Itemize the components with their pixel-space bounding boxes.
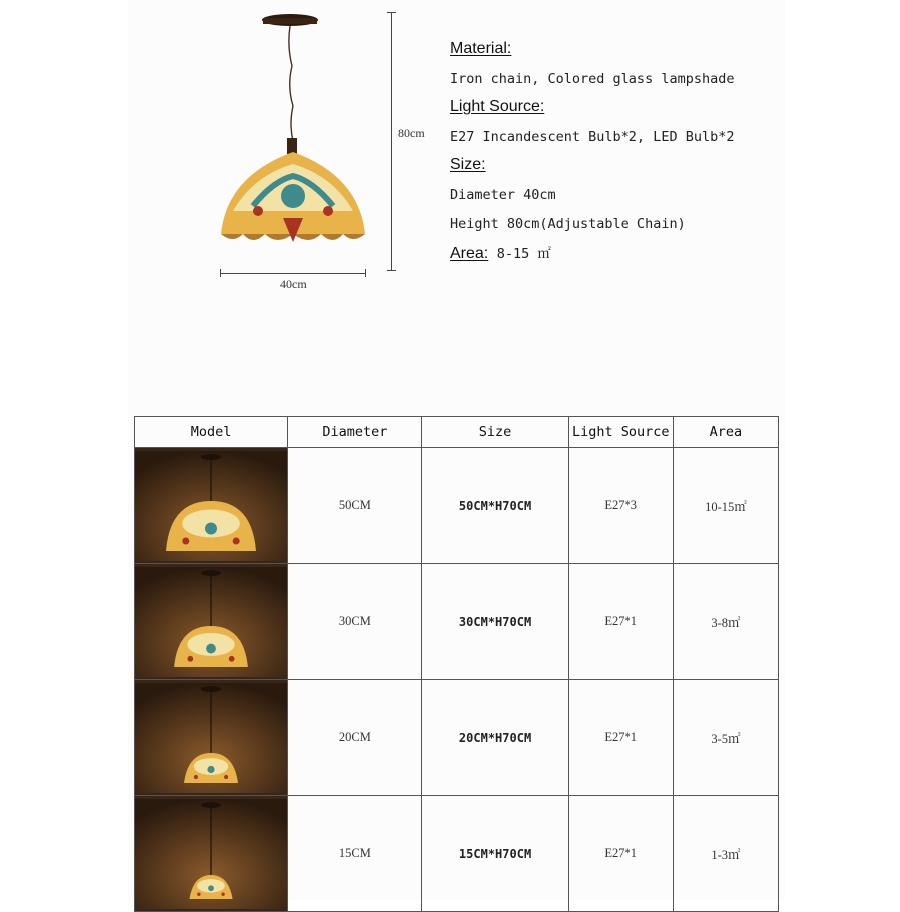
light-source-value: E27 Incandescent Bulb*2, LED Bulb*2: [450, 129, 735, 145]
size-cell: 50CM*H70CM: [422, 448, 568, 564]
area-cell: 3-8㎡: [673, 564, 778, 680]
area-cell: 3-5㎡: [673, 680, 778, 796]
column-header-model: Model: [135, 417, 288, 448]
height-label: 80cm: [398, 126, 425, 140]
table-row: [135, 680, 779, 796]
area-value: 8-15 ㎡: [496, 246, 551, 262]
area-cell: 10-15㎡: [673, 448, 778, 564]
size-heading: Size:: [450, 156, 486, 173]
size-cell: 20CM*H70CM: [422, 680, 568, 796]
column-header-diameter: Diameter: [288, 417, 422, 448]
height-dimension-cap: [387, 12, 396, 13]
column-header-light-source: Light Source: [568, 417, 673, 448]
model-photo: [135, 680, 288, 796]
diameter-cell: 30CM: [288, 564, 422, 680]
diameter-dimension-cap: [220, 269, 221, 277]
light-source-heading: Light Source:: [450, 98, 545, 115]
area-spec: [450, 242, 551, 263]
material-value: Iron chain, Colored glass lampshade: [450, 71, 735, 87]
column-header-size: Size: [422, 417, 568, 448]
diameter-cell: 20CM: [288, 680, 422, 796]
light-source-cell: E27*1: [568, 564, 673, 680]
diameter-label: 40cm: [280, 277, 307, 291]
height-dimension-line: [391, 12, 392, 270]
model-photo: [135, 796, 288, 912]
table-row: [135, 796, 779, 912]
model-photo: [135, 564, 288, 680]
pendant-lamp-photo: [135, 799, 287, 909]
area-cell: 1-3㎡: [673, 796, 778, 912]
model-table: [134, 416, 779, 912]
height-dimension-cap: [387, 270, 396, 271]
size-cell: 30CM*H70CM: [422, 564, 568, 680]
diameter-dimension-cap: [365, 269, 366, 277]
table-header-row: [135, 417, 779, 448]
table-row: [135, 564, 779, 680]
model-photo: [135, 448, 288, 564]
pendant-lamp-photo: [135, 451, 287, 561]
material-heading: Material:: [450, 40, 512, 57]
column-header-area: Area: [673, 417, 778, 448]
area-heading: Area:: [450, 245, 489, 262]
diameter-cell: 15CM: [288, 796, 422, 912]
diameter-cell: 50CM: [288, 448, 422, 564]
light-source-cell: E27*1: [568, 796, 673, 912]
size-height-value: Height 80cm(Adjustable Chain): [450, 216, 686, 232]
size-diameter-value: Diameter 40cm: [450, 187, 556, 203]
pendant-lamp-photo: [135, 683, 287, 793]
size-cell: 15CM*H70CM: [422, 796, 568, 912]
table-row: [135, 448, 779, 564]
light-source-cell: E27*3: [568, 448, 673, 564]
light-source-cell: E27*1: [568, 680, 673, 796]
diameter-dimension-line: [220, 273, 365, 274]
pendant-lamp-image: [213, 6, 373, 246]
pendant-lamp-photo: [135, 567, 287, 677]
